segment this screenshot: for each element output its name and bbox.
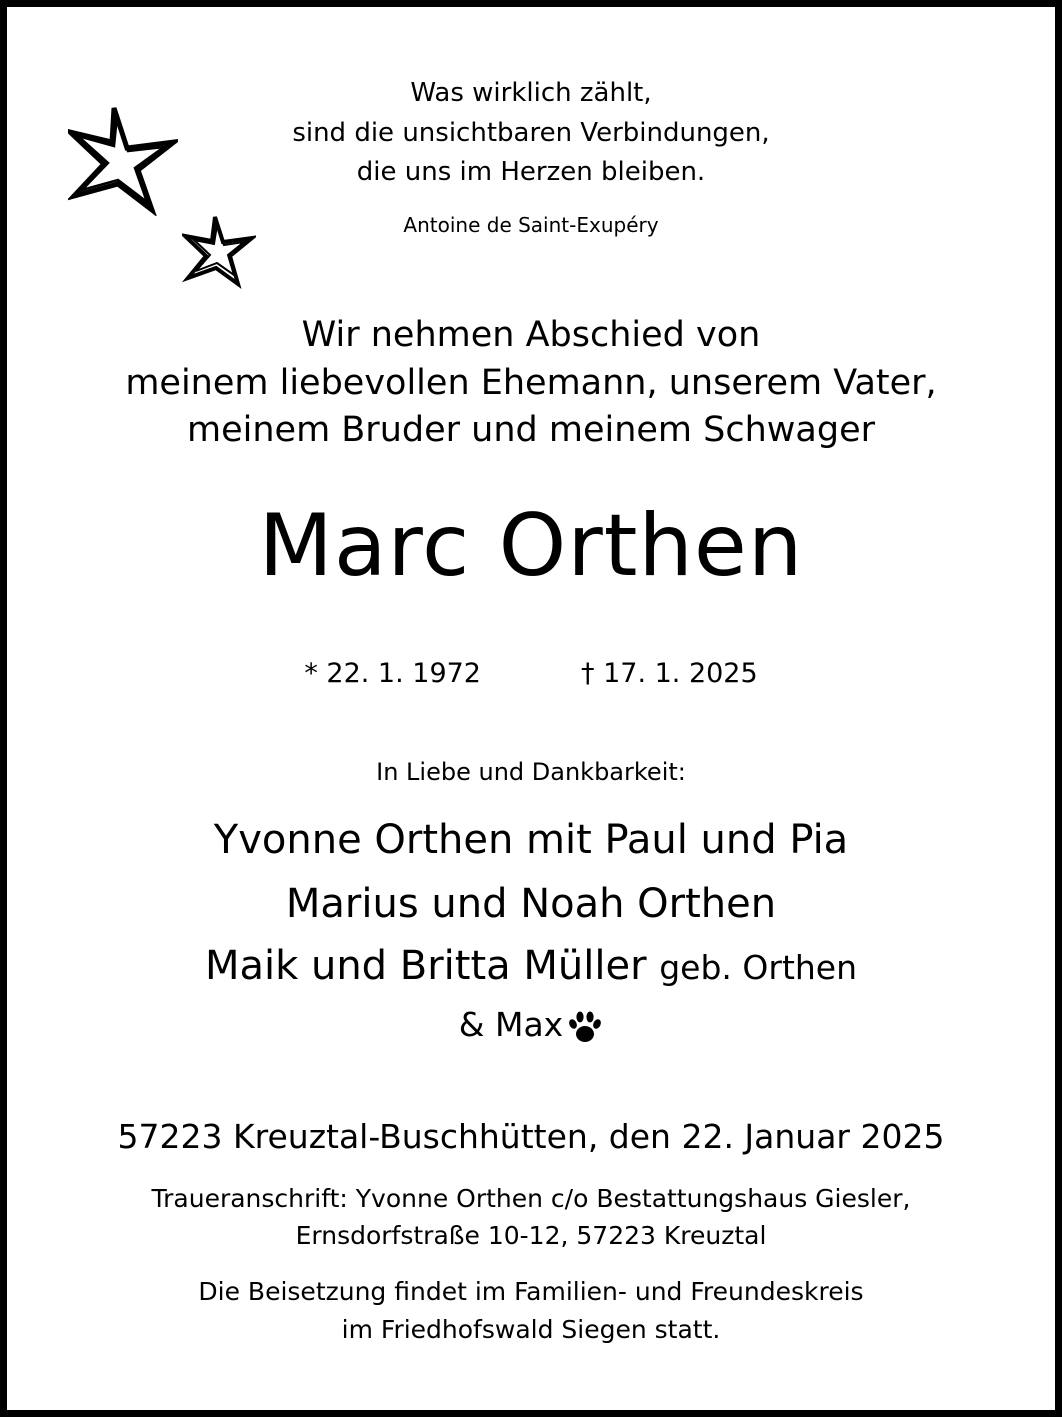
mourner-line-3 (0, 943, 1062, 989)
address-line-1: Traueranschrift: Yvonne Orthen c/o Bestattungshaus Giesler, (151, 1184, 911, 1213)
mourner-line-2: Marius und Noah Orthen (285, 881, 777, 927)
mourner-line-1: Yvonne Orthen mit Paul und Pia (213, 817, 849, 863)
farewell-line-1: Wir nehmen Abschied von (301, 315, 761, 355)
mourner-line-4 (0, 1005, 1062, 1045)
quote-author: Antoine de Saint-Exupéry (403, 213, 659, 237)
farewell-line-3: meinem Bruder und meinem Schwager (187, 410, 875, 450)
deceased-name: Marc Orthen (258, 496, 804, 596)
death-date: † 17. 1. 2025 (581, 658, 758, 689)
place-and-date: 57223 Kreuztal-Buschhütten, den 22. Januar 2025 (117, 1117, 945, 1156)
burial-line-2: im Friedhofswald Siegen statt. (341, 1315, 721, 1344)
address-line-2: Ernsdorfstraße 10-12, 57223 Kreuztal (295, 1221, 767, 1250)
mourner-line-3-main: Maik und Britta Müller (204, 943, 647, 989)
mourner-line-3-suffix: geb. Orthen (659, 948, 858, 987)
paw-icon (567, 1009, 603, 1045)
mourners-intro: In Liebe und Dankbarkeit: (376, 758, 686, 786)
quote-line-2: sind die unsichtbaren Verbindungen, (292, 118, 770, 148)
quote-line-1: Was wirklich zählt, (410, 78, 652, 108)
farewell-line-2: meinem liebevollen Ehemann, unserem Vater, (125, 363, 937, 403)
mourner-max: & Max (458, 1005, 564, 1044)
burial-line-1: Die Beisetzung findet im Familien- und Freundeskreis (198, 1277, 864, 1306)
quote-line-3: die uns im Herzen bleiben. (356, 157, 706, 187)
life-dates (0, 660, 1062, 687)
birth-date: * 22. 1. 1972 (304, 658, 481, 689)
